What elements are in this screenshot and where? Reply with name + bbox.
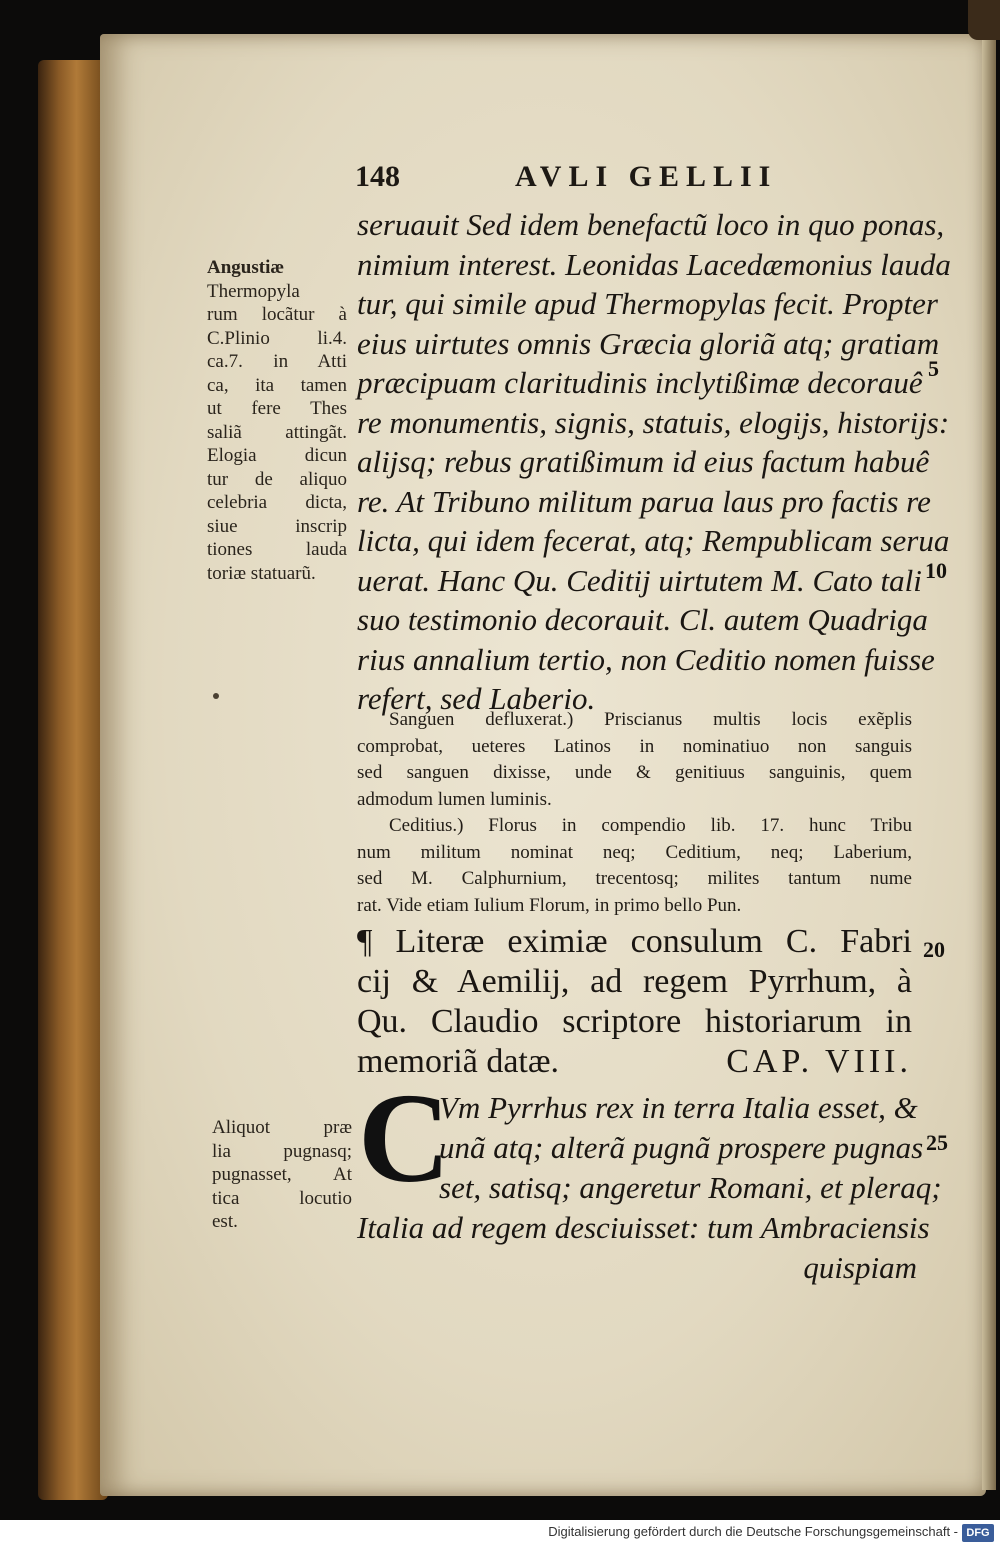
- text-line: refert, sed Laberio.: [357, 681, 596, 716]
- marginal-line: saliã attingãt.: [207, 421, 347, 443]
- footer-bar: [0, 1520, 1000, 1547]
- marginal-line: lia pugnasq;: [212, 1140, 352, 1162]
- chapter-title-end: memoriã datæ.: [357, 1043, 560, 1080]
- note-line: Sanguen defluxerat.) Priscianus multis locis exẽplis: [389, 709, 912, 730]
- body-line: Vm Pyrrhus rex in terra Italia esset, &: [439, 1090, 918, 1125]
- line-number-20: 20: [923, 937, 945, 962]
- marginal-line: Thermopyla: [207, 280, 300, 302]
- marginal-line: ut fere Thes: [207, 398, 347, 419]
- ink-speck: [213, 693, 219, 699]
- chapter-title: [357, 922, 912, 1082]
- marginal-line: siue inscrip: [207, 515, 347, 537]
- book-edge: [38, 60, 108, 1500]
- commentary-notes: [357, 707, 912, 919]
- marginal-line: est.: [212, 1211, 238, 1232]
- marginal-line: celebria dicta,: [207, 492, 347, 513]
- note-line: sed M. Calphurnium, trecentosq; milites tantum nume: [357, 868, 912, 889]
- note-line: admodum lumen luminis.: [357, 788, 552, 810]
- marginal-line: ca.7. in Atti: [207, 351, 347, 372]
- catchword: quispiam: [803, 1250, 917, 1285]
- marginal-line: tur de aliquo: [207, 468, 347, 490]
- marginal-note-thermopylae: [207, 256, 347, 585]
- note-line: rat. Vide etiam Iulium Florum, in primo bello Pun.: [357, 894, 742, 916]
- marginal-line: tica locutio: [212, 1187, 352, 1209]
- body-line: unã atq; alterã pugnã prospere pugnas: [439, 1130, 924, 1165]
- chapter-title-line: Qu. Claudio scriptore historiarum in: [357, 1003, 912, 1040]
- page-right-edge: [982, 40, 996, 1490]
- note-line: comprobat, ueteres Latinos in nominatiuo non sanguis: [357, 735, 912, 757]
- running-head: AVLI GELLII: [515, 160, 778, 193]
- marginal-note-attic: [212, 1116, 352, 1234]
- marginal-line: Angustiæ: [207, 257, 285, 278]
- marginal-line: pugnasset, At: [212, 1164, 352, 1185]
- marginal-line: tiones lauda: [207, 539, 347, 560]
- line-number-10: 10: [925, 558, 947, 583]
- text-line: nimium interest. Leonidas Lacedæmonius lauda: [357, 246, 951, 282]
- line-number-5: 5: [928, 356, 939, 381]
- page-number: 148: [355, 160, 400, 193]
- marginal-line: Elogia dicun: [207, 445, 347, 466]
- text-line: alijsq; rebus gratißimum id eius factum habuê: [357, 444, 930, 479]
- text-line: tur, qui simile apud Thermopylas fecit. Propter: [357, 286, 938, 321]
- text-line: re. At Tribuno militum parua laus pro factis re: [357, 483, 931, 519]
- marginal-line: ca, ita tamen: [207, 374, 347, 396]
- text-line: suo testimonio decorauit. Cl. autem Quadriga: [357, 602, 928, 637]
- chapter-title-line: ¶ Literæ eximiæ consulum C. Fabri: [357, 923, 912, 960]
- page-header: [355, 160, 915, 196]
- note-line: num militum nominat neq; Ceditium, neq; Laberium,: [357, 841, 912, 863]
- text-line: re monumentis, signis, statuis, elogijs, historijs:: [357, 404, 950, 440]
- drop-cap-initial: C: [358, 1067, 451, 1209]
- note-line: sed sanguen dixisse, unde & genitiuus sanguinis, quem: [357, 762, 912, 783]
- text-line: uerat. Hanc Qu. Ceditij uirtutem M. Cato tali: [357, 562, 922, 598]
- body-line: Italia ad regem desciuisset: tum Ambraciensis: [357, 1210, 930, 1245]
- dfg-logo[interactable]: DFG: [962, 1524, 994, 1542]
- body-line: set, satisq; angeretur Romani, et pleraq;: [439, 1170, 942, 1205]
- line-number-25: 25: [926, 1130, 948, 1155]
- note-line: Ceditius.) Florus in compendio lib. 17. hunc Tribu: [389, 815, 912, 836]
- text-line: eius uirtutes omnis Græcia gloriã atq; gratiam: [357, 325, 940, 361]
- chapter-number: CAP. VIII.: [726, 1043, 912, 1080]
- corner-mark: [968, 0, 1000, 40]
- chapter-title-line: cij & Aemilij, ad regem Pyrrhum, à: [357, 963, 912, 1000]
- text-line: seruauit Sed idem benefactũ loco in quo ponas,: [357, 207, 945, 242]
- marginal-line: C.Plinio li.4.: [207, 327, 347, 349]
- footer-credit: Digitalisierung gefördert durch die Deutsche Forschungsgemeinschaft -: [548, 1524, 958, 1539]
- marginal-line: toriæ statuarũ.: [207, 562, 316, 584]
- text-line: præcipuam claritudinis inclytißimæ decorauê: [357, 365, 923, 400]
- text-line: rius annalium tertio, non Ceditio nomen fuisse: [357, 641, 935, 677]
- marginal-line: rum locãtur à: [207, 304, 347, 325]
- marginal-line: Aliquot præ: [212, 1117, 352, 1138]
- text-line: licta, qui idem fecerat, atq; Rempublicam serua: [357, 523, 950, 558]
